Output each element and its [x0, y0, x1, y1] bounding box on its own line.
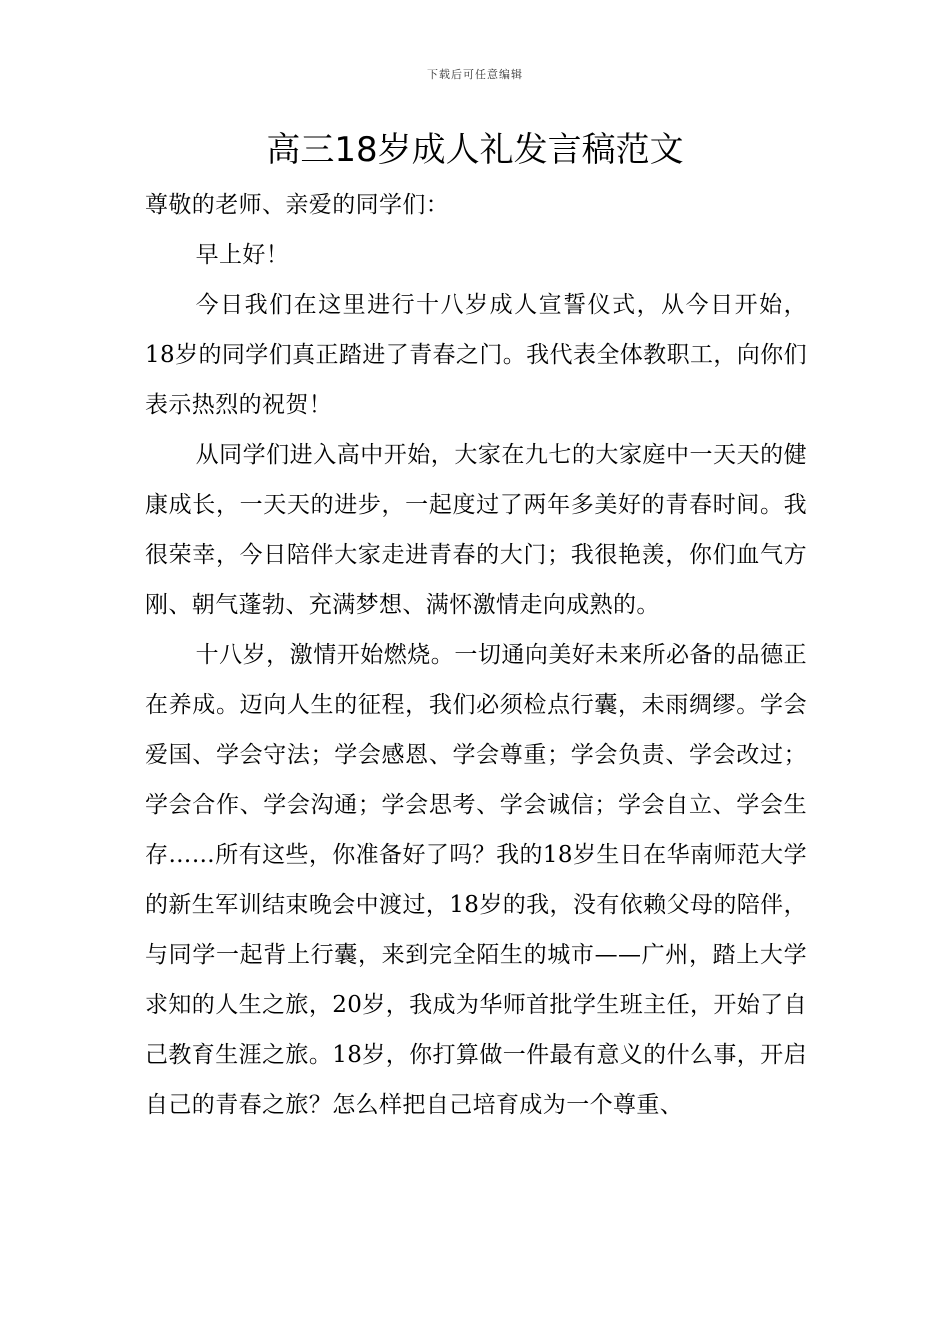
paragraph: 十八岁，激情开始燃烧。一切通向美好未来所必备的品德正在养成。迈向人生的征程，我们必须检点行囊，未雨绸缪。学会爱国、学会守法；学会感恩、学会尊重；学会负责、学会改过；学会合作、学会沟通；学会思考、学会诚信；学会自立、学会生存……所有这些，你准备好了吗？我的18岁生日在华南师范大学的新生军训结束晚会中渡过，18岁的我，没有依赖父母的陪伴，与同学一起背上行囊，来到完全陌生的城市——广州，踏上大学求知的人生之旅，20岁，我成为华师首批学生班主任，开始了自己教育生涯之旅。18岁，你打算做一件最有意义的什么事，开启自己的青春之旅？怎么样把自己培育成为一个尊重、 — [145, 642, 807, 1118]
paragraph: 从同学们进入高中开始，大家在九七的大家庭中一天天的健康成长，一天天的进步，一起度过了两年多美好的青春时间。我很荣幸，今日陪伴大家走进青春的大门；我很艳羡，你们血气方刚、朝气蓬勃、充满梦想、满怀激情走向成熟的。 — [145, 442, 807, 618]
paragraph-greeting: 早上好！ — [195, 242, 290, 268]
salutation: 尊敬的老师、亲爱的同学们： — [145, 192, 450, 218]
paragraph: 今日我们在这里进行十八岁成人宣誓仪式，从今日开始，18岁的同学们真正踏进了青春之门。我代表全体教职工，向你们表示热烈的祝贺！ — [145, 292, 807, 418]
header-note: 下载后可任意编辑 — [427, 68, 523, 81]
document-body — [145, 180, 807, 1130]
document-title: 高三18岁成人礼发言稿范文 — [266, 130, 684, 170]
